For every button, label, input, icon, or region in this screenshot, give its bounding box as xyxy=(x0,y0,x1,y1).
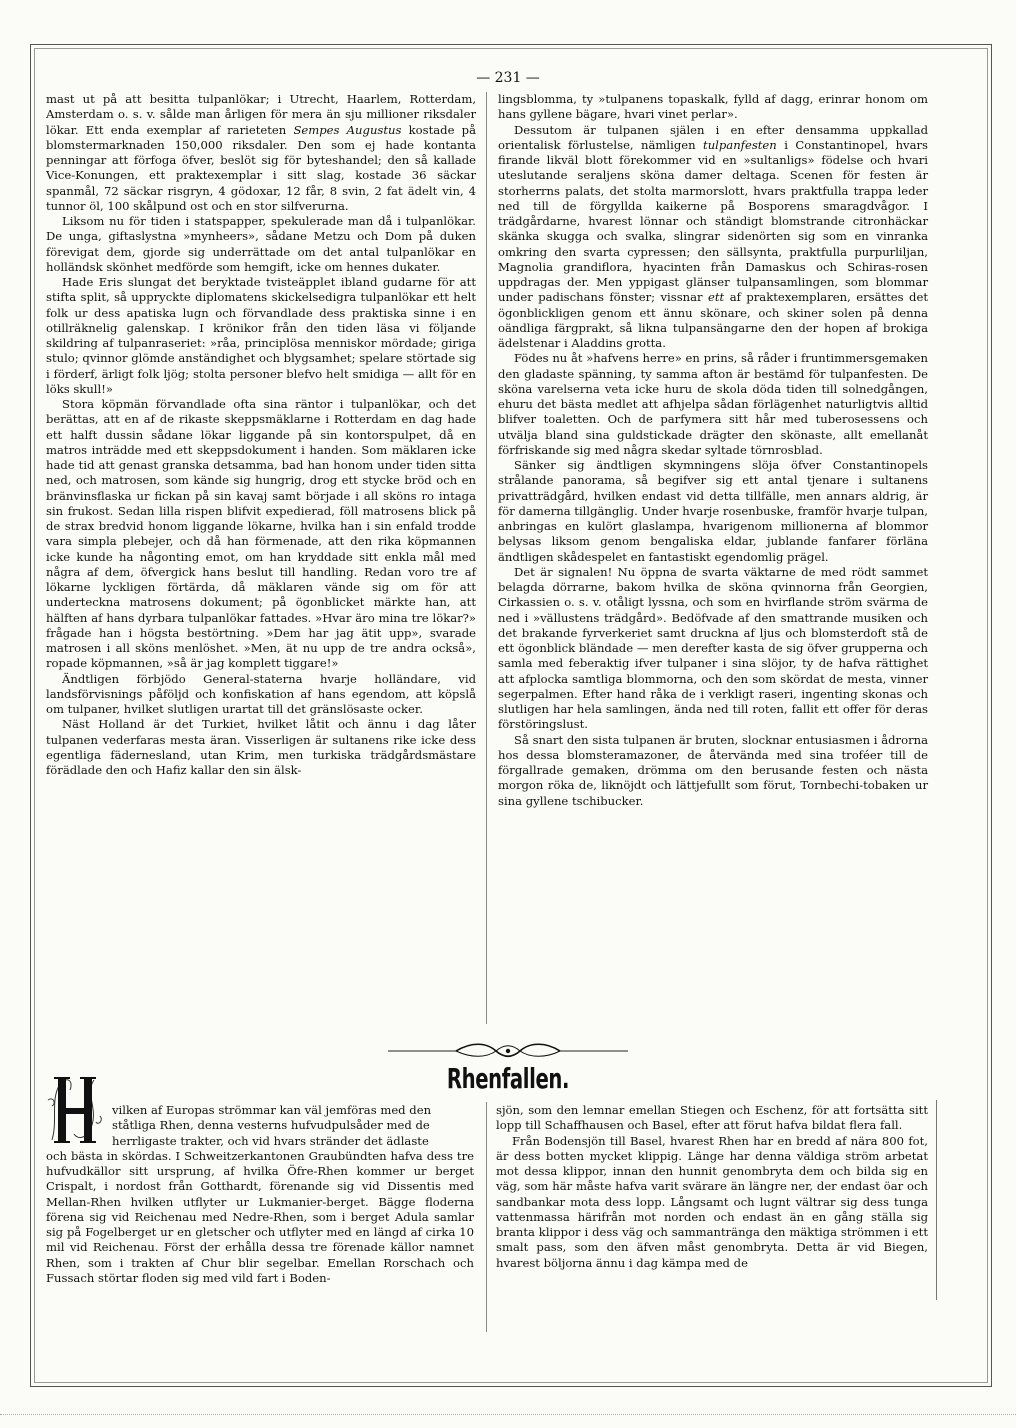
column-divider xyxy=(486,92,487,1024)
paragraph: Liksom nu för tiden i statspapper, spekulerade man då i tulpanlökar. De unga, giftaslystna »mynheers», sådane Metzu och Dom på duken förevigat dem, gjorde sig underrättade om det antal tulpanlökar en holländsk skönhet medförde som hemgift, icke om hennes dukater. xyxy=(46,214,476,274)
page-edge-mark xyxy=(936,1100,943,1300)
column-divider xyxy=(486,1102,487,1332)
paragraph: Näst Holland är det Turkiet, hvilket låtit och ännu i dag låter tulpanen vederfaras mesta äran. Visserligen är sultanens rike icke dess egentliga fädernesland, utan Krim, men turkiska trädgårdsmästare förädlade den och Hafiz kallar den sin älsk- xyxy=(46,717,476,777)
paragraph: Det är signalen! Nu öppna de svarta väktarne de med rödt sammet belagda dörrarne, bakom hvilka de sköna qvinnorna från Georgien, Cirkassien o. s. v. otåligt lyssna, och som en hvirflande ström svärma de ned i »vällustens trädgård». Bedöfvade af den smattrande musiken och det brakande fyrverkeriet samt druckna af ljus och blomsterdoft stå de ett ögonblick bländade — men derefter kasta de sig öfver grupperna och samla med feberaktig ifver tulpaner i sina slöjor, ty de hafva rättighet att afplocka samtliga blommorna, och den som skördat de mesta, vinner segerpalmen. Efter hand råka de i verkligt raseri, ingenting skonas och slutligen har hela samlingen, ända ned till roten, fallit ett offer för deras förstöringslust. xyxy=(498,564,928,732)
paragraph: Från Bodensjön till Basel, hvarest Rhen har en bredd af nära 800 fot, är dess botten mycket klippig. Länge har denna väldiga ström arbetat mot dessa klippor, innan den hunnit genombryta dem och bilda sig en väg, som här måste hafva varit svärare än längre ner, der endast öar och sandbankar mota dess lopp. Långsamt och lugnt vältrar sig dess tunga vattenmassa härifrån mot norden och endast än en gång ställa sig branta klippor i dess väg och sammantränga den mäktiga strömmen i ett smalt pass, som den äfven måst genombryta. Detta är vid Biegen, hvarest böljorna ännu i dag kämpa med de xyxy=(496,1133,928,1270)
ornament-divider-icon xyxy=(386,1040,630,1062)
paragraph: mast ut på att besitta tulpanlökar; i Utrecht, Haarlem, Rotterdam, Amsterdam o. s. v. sålde man årligen för mera än sju millioner riksdaler lökar. Ett enda exemplar af rarieteten Sempes Augustus kostade på blomstermarknaden 150,000 riksdaler. Den som ej hade kontanta penningar att förfoga öfver, beslöt sig för byteshandel; den så kallade Vice-Konungen, ett praktexemplar i sitt slag, kostade 36 säckar spanmål, 72 säckar risgryn, 4 gödoxar, 12 får, 8 svin, 2 fat ädelt vin, 4 tunnor öl, 100 skålpund ost och en stor silfverurna. xyxy=(46,92,477,213)
paragraph: ståtliga Rhen, denna vesterns hufvudpulsåder med de xyxy=(112,1118,430,1133)
column-article-left xyxy=(46,1103,474,1286)
column-top-left xyxy=(46,92,476,778)
paragraph: Sänker sig ändtligen skymningens slöja öfver Constantinopels strålande panorama, så begifver sig ett antal tjenare i sultanens privatträdgård, hvilken endast vid detta tillfälle, men annars aldrig, är för damerna tillgänglig. Under hvarje rosenbuske, framför hvarje tulpan, anbringas en kulört glaslampa, hvarigenom millionerna af blommor belysas liksom genom bengaliska eldar, jublande fanfarer förläna ändtligen skådespelet en fantastiskt egendomlig prägel. xyxy=(498,458,928,564)
paragraph: lingsblomma, ty »tulpanens topaskalk, fylld af dagg, erinrar honom om hans gyllene bägare, hvari vinet perlar». xyxy=(498,92,928,122)
footer-dotted-line xyxy=(0,1414,1016,1416)
paragraph: Hade Eris slungat det beryktade tvisteäpplet ibland gudarne för att stifta split, så uppryckte diplomatens skickelsedigra tulpanlökar ett helt folk ur dess apatiska lugn och förvandlade dess praktiska sinne i en otillräknelig galenskap. I krönikor från den tiden läsa vi följande skildring af tulpanraseriet: »råa, principlösa menniskor mördade; giriga stulo; qvinnor glömde anständighet och blygsamhet; spelare störtade sig i förderf, ärligt folk ljög; stolta personer blefvo helt smidiga — allt för en löks skull!» xyxy=(46,275,476,396)
article-title: Rhenfallen. xyxy=(446,1062,570,1095)
paragraph: Dessutom är tulpanen själen i en efter densamma uppkallad orientalisk förlustelse, nämligen tulpanfesten i Constantinopel, hvars firande likväl blott förekommer vid en »sultanligs» födelse och hvari uteslutande seraljens sköna damer deltaga. Scenen för festen är storherrns palats, det stolta marmorslott, hvars praktfulla trappa leder ned till de förgyllda kaikerne på Bosporens smaragdvågor. I trädgårdarne, hvarest lönnar och ständigt blomstrande citronhäckar skänka skugga och svalka, slingrar sidenörten sig som en vinranka omkring den svarta cypressen; den sällsynta, praktfulla purpurliljan, Magnolia grandiflora, hyacinten från Damaskus och Schiras-rosen uppdragas der. Men yppigast glänser tulpansamlingen, som blommar under padischans fönster; vissnar ett af praktexemplaren, ersättes det ögonblickligen genom ett ännu skönare, och skiner solen på denna oändliga färgprakt, så likna tulpansängarne den der hopen af brokiga ädelstenar i Aladdins grotta. xyxy=(498,122,929,350)
paragraph: Så snart den sista tulpanen är bruten, slocknar entusiasmen i ådrorna hos dessa blomsteramazoner, de återvända med sina troféer till de förgallrade gemaken, drömma om den berusande festen och nästa morgon röka de, liknöjdt och lättjefullt som förut, Tornbechi-tobaken ur sina gyllene tschibucker. xyxy=(498,732,928,808)
column-article-right xyxy=(496,1103,928,1271)
paragraph: Ändtligen förbjödo General-staterna hvarje holländare, vid landsförvisnings påföljd och konfiskation af hans egendom, att köpslå om tulpaner, hvilket slutligen urartat till det gränslösaste ocker. xyxy=(46,671,476,716)
paragraph: vilken af Europas strömmar kan väl jemföras med den xyxy=(112,1103,432,1117)
paragraph: och bästa in skördas. I Schweitzerkantonen Graubündten hafva dess tre hufvudkällor sitt ursprung, af hvilka Öfre-Rhen kommer ur berget Crispalt, i nordost från Gotthardt, förenande sig vid Dissentis med Mellan-Rhen hvilken utflyter ur Lukmanier-berget. Bägge floderna förena sig vid Reichenau med Nedre-Rhen, som i berget Adula samlar sig på Fogelberget ur en gletscher och utflyter med en längd af cirka 10 mil vid Reichenau. Först der erhålla dessa tre förenade källor namnet Rhen, som i trakten af Chur blir segelbar. Emellan Rorschach och Fussach störtar floden sig med vild fart i Boden- xyxy=(46,1148,474,1285)
paragraph: sjön, som den lemnar emellan Stiegen och Eschenz, för att fortsätta sitt lopp till Schaffhausen och Basel, efter att förut hafva bildat flera fall. xyxy=(496,1103,928,1133)
column-top-right xyxy=(498,92,928,809)
paragraph: Stora köpmän förvandlade ofta sina räntor i tulpanlökar, och det berättas, att en af de rikaste skeppsmäklarne i Rotterdam en dag hade ett halft dussin sådane lökar liggande på sin kontorspulpet, då en matros inträdde med ett skeppsdokument i handen. Som mäklaren icke hade tid att genast granska detsamma, bad han honom under tiden sitta ned, och matrosen, som kände sig hungrig, drog ett stycke bröd och en bränvinsflaska ur fickan på sin kavaj samt började i all sköns ro intaga sin frukost. Sedan lilla rispen blifvit expedierad, föll matrosens blick på de strax bredvid honom liggande lökarne, hvilka han i sin enfald trodde vara simpla plebejer, och då han förmenade, att den rika köpmannen icke kunde ha någonting emot, om han kryddade sitt enkla mål med några af dem, öfvergick hans beslut till handling. Redan voro tre af lökarne lyckligen förtärda, då mäklaren vände sig om för att underteckna matrosens dokument; på ögonblicket märkte han, att hälften af hans dyrbara tulpanlökar fattades. »Hvar äro mina tre lökar?» frågade han i högsta bestörtning. »Dem har jag ätit upp», svarade matrosen i all sköns menlöshet. »Men, ät nu upp de tre andra också», ropade köpmannen, »så är jag komplett tiggare!» xyxy=(46,397,476,671)
paragraph: Födes nu åt »hafvens herre» en prins, så råder i fruntimmersgemaken den gladaste spänning, ty samma afton är bestämd för tulpanfesten. De sköna varelserna veta icke huru de skola döda tiden till solnedgången, ehuru det bästa medlet att afhjelpa sådan förlägenhet naturligtvis alltid blifver toaletten. Och de parfymera sitt hår med tuberosessens och utvälja bland sina guldstickade drägter den skönaste, allt emellanåt förfriskande sig med några skedar syltade törnrosblad. xyxy=(498,351,928,457)
paragraph: herrligaste trakter, och vid hvars stränder det ädlaste xyxy=(112,1133,429,1148)
page-number: — 231 — xyxy=(476,70,540,86)
